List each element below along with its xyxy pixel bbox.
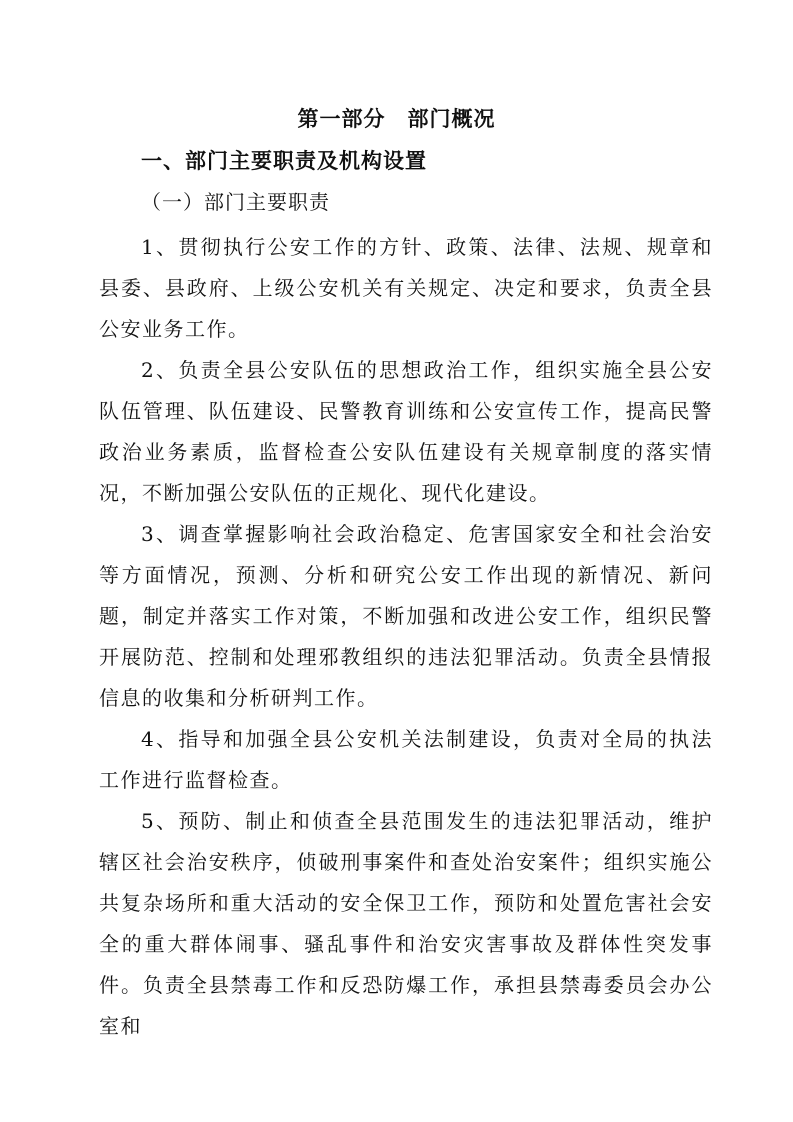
paragraph-1: 1、贯彻执行公安工作的方针、政策、法律、法规、规章和县委、县政府、上级公安机关有关规定、决定和要求，负责全县公安业务工作。: [99, 235, 713, 341]
page-title: 第一部分 部门概况: [297, 107, 496, 131]
subsection-heading: （一）部门主要职责: [141, 190, 330, 214]
paragraph-2: 2、负责全县公安队伍的思想政治工作，组织实施全县公安队伍管理、队伍建设、民警教育训练和公安宣传工作，提高民警政治业务素质，监督检查公安队伍建设有关规章制度的落实情况，不断加强公安队伍的正规化、现代化建设。: [99, 358, 713, 505]
paragraph-3: 3、调查掌握影响社会政治稳定、危害国家安全和社会治安等方面情况，预测、分析和研究公安工作出现的新情况、新问题，制定并落实工作对策，不断加强和改进公安工作，组织民警开展防范、控制和处理邪教组织的违法犯罪活动。负责全县情报信息的收集和分析研判工作。: [99, 522, 713, 710]
document-body: [99, 227, 713, 1047]
paragraph-4: 4、指导和加强全县公安机关法制建设，负责对全局的执法工作进行监督检查。: [99, 727, 713, 792]
section-heading: 一、部门主要职责及机构设置: [141, 149, 427, 173]
paragraph-5: 5、预防、制止和侦查全县范围发生的违法犯罪活动，维护辖区社会治安秩序，侦破刑事案件和查处治安案件；组织实施公共复杂场所和重大活动的安全保卫工作，预防和处置危害社会安全的重大群体闹事、骚乱事件和治安灾害事故及群体性突发事件。负责全县禁毒工作和反恐防爆工作，承担县禁毒委员会办公室和: [99, 809, 713, 1038]
